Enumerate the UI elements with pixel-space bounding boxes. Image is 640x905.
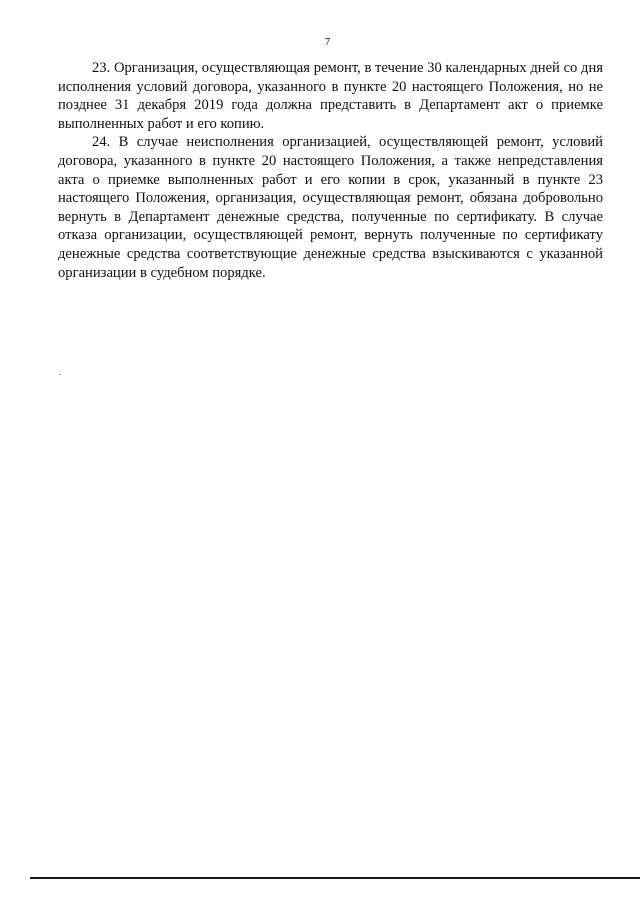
paragraph-23: 23. Организация, осуществляющая ремонт, в течение 30 календарных дней со дня исполнения условий договора, указанного в пункте 20 настоящего Положения, но не позднее 31 декабря 2019 года должна представить в Департамент акт о приемке выполненных работ и его копию. [58, 60, 603, 132]
footer-divider [30, 877, 640, 879]
document-body [58, 59, 603, 282]
scan-artifact [59, 374, 61, 375]
page-number: 7 [324, 36, 331, 48]
paragraph-24: 24. В случае неисполнения организацией, осуществляющей ремонт, условий договора, указанного в пункте 20 настоящего Положения, а также непредставления акта о приемке выполненных работ и его копии в срок, указанный в пункте 23 настоящего Положения, организация, осуществляющая ремонт, обязана добровольно вернуть в Департамент денежные средства, полученные по сертификату. В случае отказа организации, осуществляющей ремонт, вернуть полученные по сертификату денежные средства соответствующие денежные средства взыскиваются с указанной организации в судебном порядке. [58, 134, 603, 281]
